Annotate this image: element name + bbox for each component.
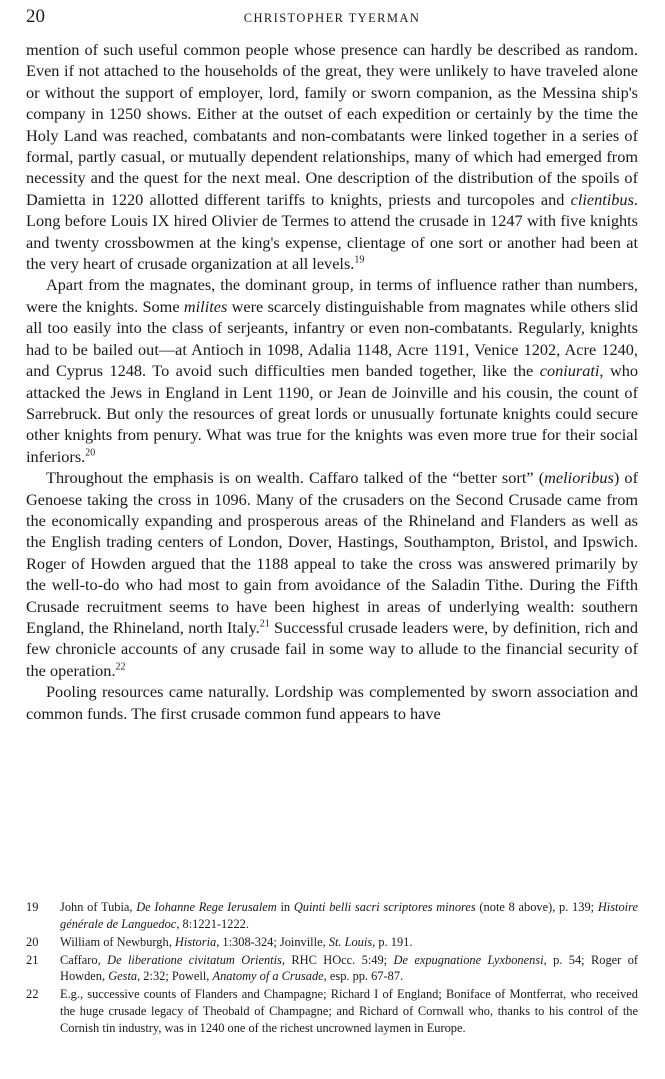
text-run: E.g., successive counts of Flanders and Champagne; Richard I of England; Boniface of Montferrat, who received the huge crusade legacy of Theobald of Champagne; and Richard of Cornwall who, thanks to his control of the Cornish tin industry, was in 1240 one of the richest uncrowned laymen in Europe. bbox=[60, 987, 638, 1035]
italic-text: De expugnatione Lyxbonensi bbox=[393, 952, 544, 967]
body-text bbox=[26, 39, 638, 724]
text-run: Caffaro, bbox=[60, 952, 108, 967]
running-head: CHRISTOPHER TYERMAN bbox=[243, 11, 421, 25]
footnote-ref: 20 bbox=[85, 447, 96, 459]
italic-text: De Iohanne Rege Ierusalem bbox=[136, 900, 277, 914]
text-run: , 2:32; Powell, bbox=[137, 969, 213, 984]
paragraph bbox=[26, 681, 638, 724]
footnote bbox=[26, 899, 638, 932]
text-run: Apart from the magnates, the dominant group, in terms of influence rather than numbers, were the knights. Some bbox=[26, 275, 638, 316]
text-run: , 1:308-324; Joinville, bbox=[216, 934, 329, 949]
paragraph bbox=[26, 467, 638, 681]
footnote-ref: 21 bbox=[259, 618, 270, 630]
text-run: (note 8 above), p. 139; bbox=[475, 900, 598, 914]
text-run: Throughout the emphasis is on wealth. Caffaro talked of the “better sort” ( bbox=[46, 468, 545, 488]
text-run: , p. 191. bbox=[372, 934, 413, 949]
page-number: 20 bbox=[26, 6, 45, 27]
footnote bbox=[26, 986, 638, 1036]
text-run: , p. 54; Roger of Howden, bbox=[60, 952, 639, 984]
italic-text: Gesta bbox=[108, 969, 138, 984]
footnote bbox=[26, 934, 638, 951]
italic-text: De liberatione civitatum Orientis bbox=[107, 952, 282, 967]
text-run: , who attacked the Jews in England in Lent 1190, or Jean de Joinville and his cousin, the count of Sarrebruck. But only the resources of great lords or unusually fortunate knights could secure other knights from penury. What was true for the knights was even more true for their social inferiors. bbox=[26, 361, 638, 466]
footnote bbox=[26, 952, 638, 985]
text-run: William of Newburgh, bbox=[60, 934, 175, 949]
italic-text: coniurati bbox=[539, 361, 600, 381]
text-run: , esp. pp. 67-87. bbox=[323, 969, 404, 984]
footnote-number: 21 bbox=[26, 952, 39, 967]
paragraph bbox=[26, 274, 638, 467]
text-run: in bbox=[276, 900, 294, 914]
footnote-number: 22 bbox=[26, 987, 39, 1002]
text-run: . Long before Louis IX hired Olivier de Termes to attend the crusade in 1247 with five knights and twenty crossbowmen at the king's expense, clientage of one sort or another had been at the very heart of crusade organization at all levels. bbox=[26, 189, 638, 274]
paragraph bbox=[26, 39, 638, 274]
text-run: mention of such useful common people whose presence can hardly be described as random. Even if not attached to the households of the great, they were unlikely to have traveled alone or without the support of employer, lord, family or sworn companion, as the Messina ship's company in 1250 shows. Either at the outset of each expedition or certainly by the time the Holy Land was reached, combatants and non-combatants were linked together in a series of formal, partly casual, or mutually dependent relationships, many of which had emerged from necessity and the quest for the next meal. One description of the distribution of the spoils of Damietta in 1220 allotted different tariffs to knights, priests and turcopoles and bbox=[26, 40, 638, 209]
footnotes bbox=[26, 899, 638, 1038]
italic-text: St. Louis bbox=[328, 934, 373, 949]
footnote-ref: 22 bbox=[115, 661, 126, 673]
text-run: John of Tubia, bbox=[60, 900, 137, 914]
italic-text: clientibus bbox=[570, 189, 634, 209]
italic-text: melioribus bbox=[544, 468, 614, 488]
page-header bbox=[26, 6, 638, 28]
italic-text: Histoire générale de Languedoc bbox=[60, 900, 638, 931]
text-run: , RHC HOcc. 5:49; bbox=[281, 952, 394, 967]
footnote-number: 20 bbox=[26, 934, 39, 949]
footnote-number: 19 bbox=[26, 900, 39, 914]
text-run: ) of Genoese taking the cross in 1096. Many of the crusaders on the Second Crusade came from the economically expanding and prosperous areas of the Rhineland and Flanders as well as the English trading centers of London, Dover, Hastings, Southampton, Bristol, and Ipswich. Roger of Howden argued that the 1188 appeal to take the cross was answered primarily by the well-to-do who had most to gain from avoidance of the Saladin Tithe. During the Fifth Crusade recruitment seems to have been highest in areas of underlying wealth: southern England, the Rhineland, north Italy. bbox=[26, 468, 638, 637]
italic-text: Quinti belli sacri scriptores minores bbox=[293, 900, 476, 914]
text-run: , 8:1221-1222. bbox=[176, 916, 249, 931]
text-run: Successful crusade leaders were, by definition, rich and few chronicle accounts of any crusade fail in some way to allude to the financial security of the operation. bbox=[26, 617, 638, 680]
italic-text: Historia bbox=[174, 934, 217, 949]
italic-text: Anatomy of a Crusade bbox=[212, 969, 324, 984]
italic-text: milites bbox=[183, 296, 228, 316]
footnote-ref: 19 bbox=[354, 254, 365, 266]
text-run: were scarcely distinguishable from magnates while others slid all too easily into the class of serjeants, infantry or even non-combatants. Regularly, knights had to be bailed out—at Antioch in 1098, Adalia 1148, Acre 1191, Venice 1202, Acre 1240, and Cyprus 1248. To avoid such difficulties men banded together, like the bbox=[26, 296, 638, 381]
text-run: Pooling resources came naturally. Lordship was complemented by sworn association and common funds. The first crusade common fund appears to have bbox=[26, 682, 638, 723]
